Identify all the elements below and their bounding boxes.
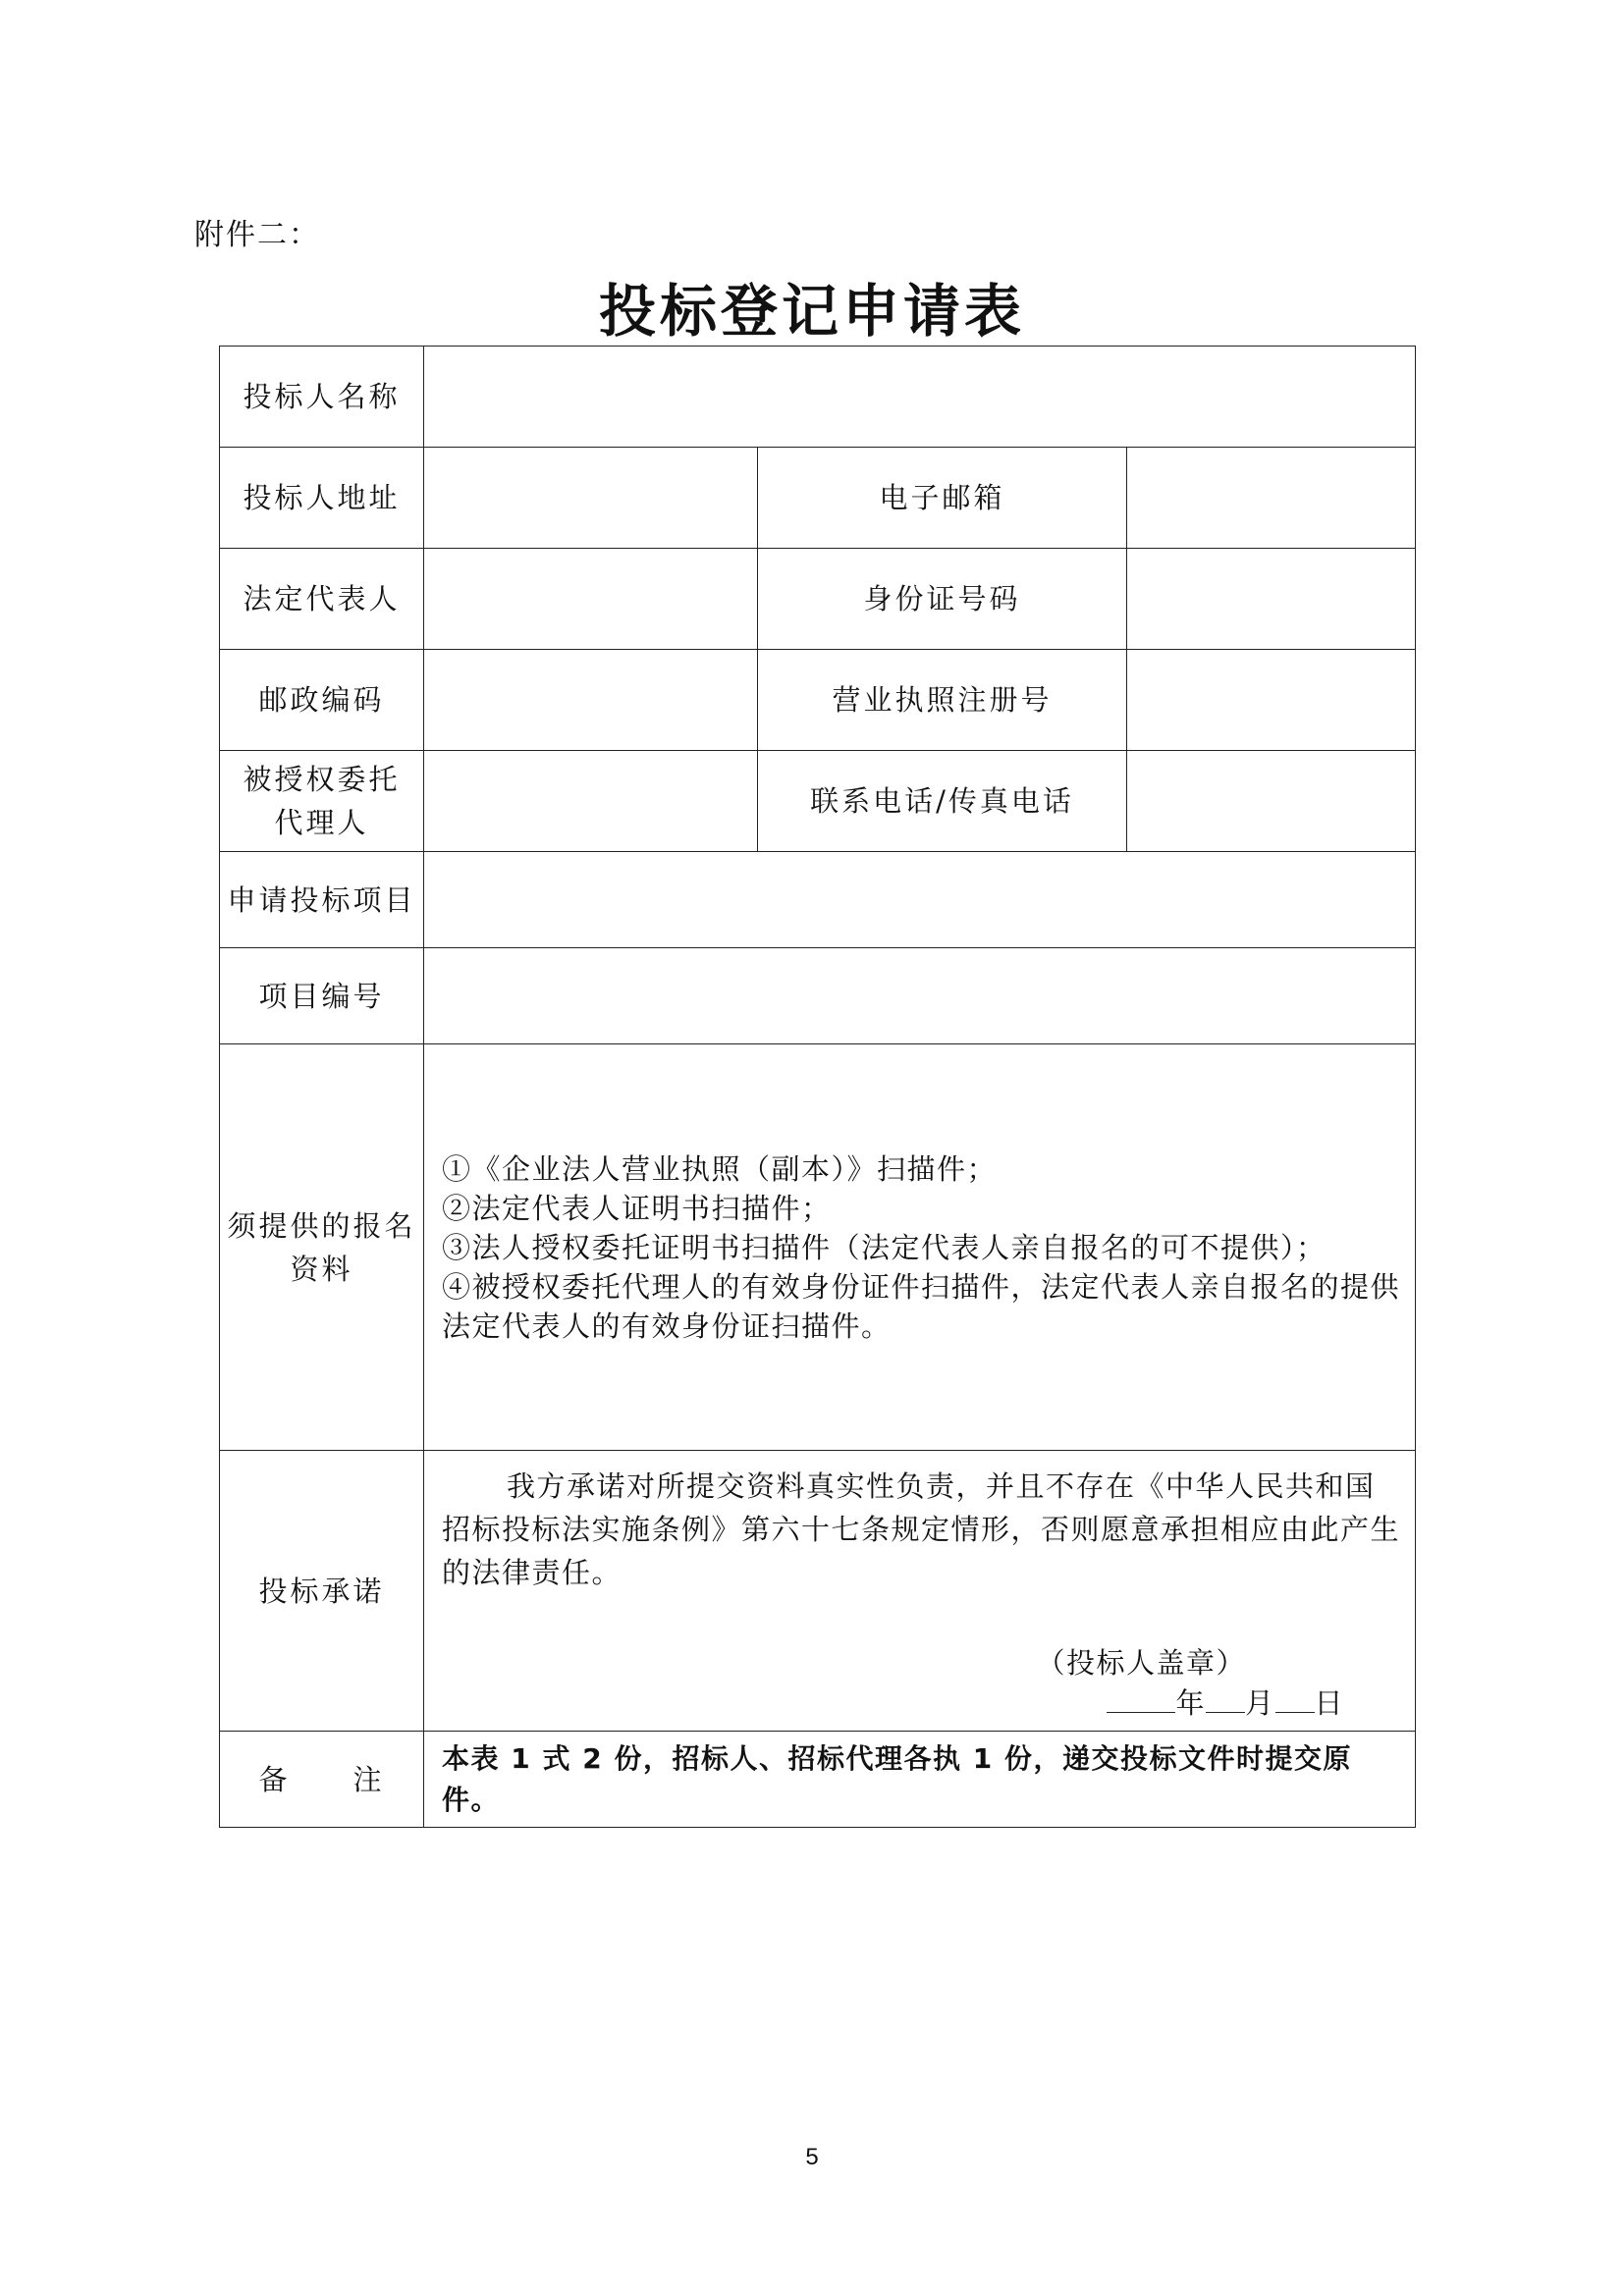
page-title: 投标登记申请表 — [598, 278, 1025, 345]
bidder-name-field[interactable] — [424, 347, 1416, 448]
commitment-text: 我方承诺对所提交资料真实性负责，并且不存在《中华人民共和国招标投标法实施条例》第六十七条规定情形，否则愿意承担相应由此产生的法律责任。 — [442, 1469, 1401, 1589]
row-postal-license — [220, 650, 1416, 751]
remark-label: 备 注 — [220, 1732, 424, 1828]
row-agent-phone — [220, 751, 1416, 852]
agent-label-line2: 代理人 — [274, 806, 369, 839]
postal-code-field[interactable] — [424, 650, 758, 751]
phone-fax-label: 联系电话/传真电话 — [758, 751, 1127, 852]
postal-code-label: 邮政编码 — [220, 650, 424, 751]
year-label: 年 — [1175, 1686, 1206, 1720]
remark-content — [424, 1732, 1416, 1828]
agent-field[interactable] — [424, 751, 758, 852]
row-commitment — [220, 1451, 1416, 1732]
legal-rep-field[interactable] — [424, 549, 758, 650]
bidder-address-field[interactable] — [424, 448, 758, 549]
remark-text: 本表 1 式 2 份，招标人、招标代理各执 1 份，递交投标文件时提交原件。 — [442, 1741, 1352, 1816]
email-field[interactable] — [1127, 448, 1416, 549]
legal-rep-label: 法定代表人 — [220, 549, 424, 650]
bidder-name-label: 投标人名称 — [220, 347, 424, 448]
id-number-field[interactable] — [1127, 549, 1416, 650]
stamp-text: （投标人盖章） — [1036, 1646, 1247, 1680]
license-no-field[interactable] — [1127, 650, 1416, 751]
row-address-email — [220, 448, 1416, 549]
commitment-block — [424, 1465, 1415, 1723]
row-materials — [220, 1044, 1416, 1451]
commitment-label: 投标承诺 — [220, 1451, 424, 1732]
materials-label-line2: 资料 — [290, 1252, 353, 1286]
date-line — [442, 1682, 1401, 1723]
materials-label-line1: 须提供的报名 — [227, 1208, 416, 1243]
bidder-address-label: 投标人地址 — [220, 448, 424, 549]
attachment-label: 附件二： — [194, 218, 320, 252]
id-number-label: 身份证号码 — [758, 549, 1127, 650]
project-label: 申请投标项目 — [220, 852, 424, 948]
materials-list — [424, 1149, 1415, 1346]
materials-content — [424, 1044, 1416, 1451]
row-bidder-name — [220, 347, 1416, 448]
agent-label — [220, 751, 424, 852]
materials-item: ④被授权委托代理人的有效身份证件扫描件，法定代表人亲自报名的提供法定代表人的有效身份证扫描件。 — [442, 1269, 1401, 1343]
row-remark — [220, 1732, 1416, 1828]
materials-label — [220, 1044, 424, 1451]
row-project-no — [220, 948, 1416, 1044]
project-no-label: 项目编号 — [220, 948, 424, 1044]
agent-label-line1: 被授权委托 — [243, 763, 401, 796]
year-blank[interactable] — [1107, 1682, 1175, 1713]
project-no-field[interactable] — [424, 948, 1416, 1044]
row-project — [220, 852, 1416, 948]
day-label: 日 — [1314, 1686, 1345, 1720]
commitment-content — [424, 1451, 1416, 1732]
phone-fax-field[interactable] — [1127, 751, 1416, 852]
bid-registration-form — [219, 346, 1416, 1828]
materials-item: ②法定代表人证明书扫描件； — [442, 1191, 832, 1225]
email-label: 电子邮箱 — [758, 448, 1127, 549]
license-no-label: 营业执照注册号 — [758, 650, 1127, 751]
materials-item: ①《企业法人营业执照（副本）》扫描件； — [442, 1151, 998, 1186]
day-blank[interactable] — [1275, 1682, 1315, 1713]
month-label: 月 — [1244, 1686, 1275, 1720]
materials-item: ③法人授权委托证明书扫描件（法定代表人亲自报名的可不提供）； — [442, 1230, 1326, 1264]
page-number: 5 — [805, 2144, 819, 2170]
month-blank[interactable] — [1206, 1682, 1245, 1713]
project-field[interactable] — [424, 852, 1416, 948]
row-legal-rep-id — [220, 549, 1416, 650]
